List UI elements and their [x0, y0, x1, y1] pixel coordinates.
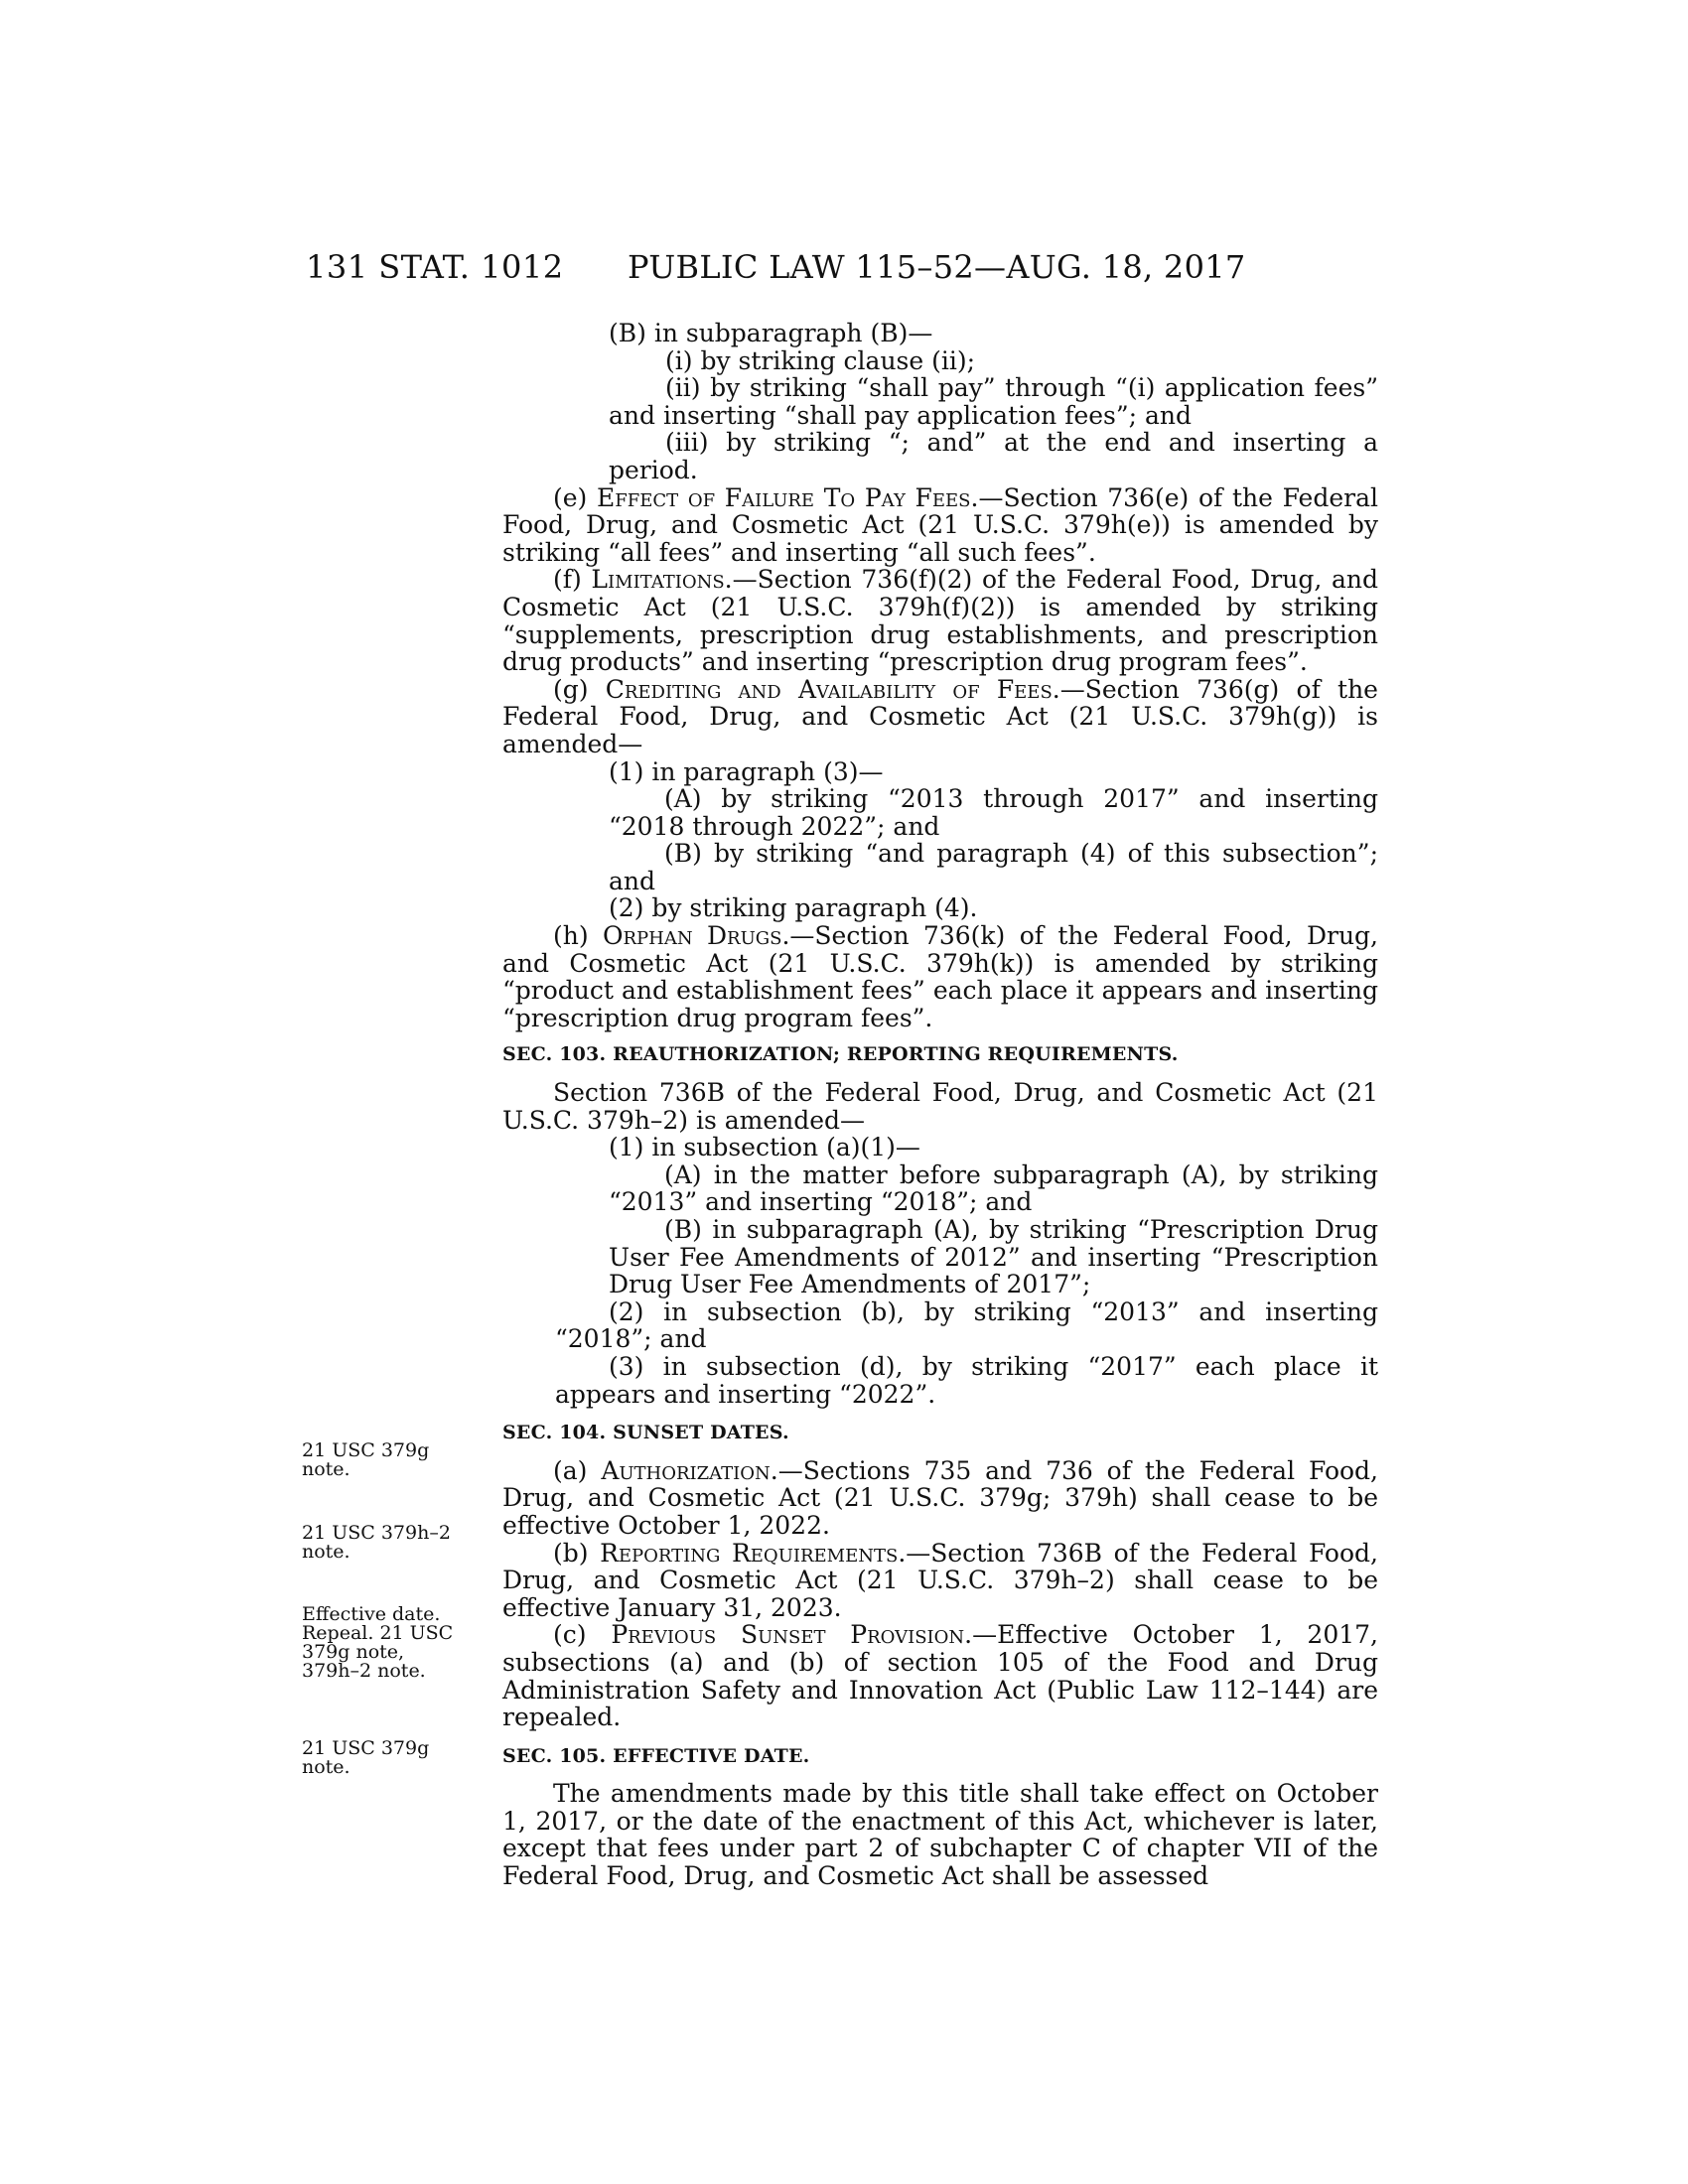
clause-b-i: (i) by striking clause (ii); — [665, 345, 976, 375]
section-104-a-heading: Authorization. — [601, 1455, 778, 1485]
section-105-text: The amendments made by this title shall take effect on October 1, 2017, or the date of the enactment of this Act, whichever is later, except that fees under part 2 of subchapter C of chapter VII of the Federal Food, Drug, and Cosmetic Act shall be assessed — [502, 1779, 1378, 1891]
section-104-c — [502, 1621, 1378, 1730]
section-104-b-label: (b) — [553, 1538, 589, 1568]
document-body — [502, 320, 1378, 1890]
subsection-g — [502, 676, 1378, 758]
section-103-paragraph-1a: (A) in the matter before subparagraph (A), by striking “2013” and inserting “2018”; and — [609, 1160, 1378, 1217]
subsection-e-label: (e) — [553, 482, 588, 512]
section-103-paragraph-1: (1) in subsection (a)(1)— — [609, 1133, 920, 1162]
section-103-paragraph-1b: (B) in subparagraph (A), by striking “Prescription Drug User Fee Amendments of 2012” and inserting “Prescription Drug User Fee Amendments of 2017”; — [609, 1215, 1378, 1299]
subsection-f-heading: Limitations. — [591, 565, 733, 595]
section-104-a — [502, 1457, 1378, 1540]
margin-note-1: 21 USC 379g note. — [302, 1439, 430, 1480]
section-104-c-heading: Previous Sunset Provision. — [611, 1620, 973, 1650]
subsection-g-text: —Section 736(g) of the Federal Food, Drug, and Cosmetic Act (21 U.S.C. 379h(g)) is amended— — [502, 674, 1378, 758]
subsection-e-heading: Effect of Failure To Pay Fees. — [597, 482, 979, 512]
section-104-b-heading: Reporting Requirements. — [600, 1538, 907, 1568]
section-103-paragraph-2: (2) in subsection (b), by striking “2013” and inserting “2018”; and — [555, 1297, 1378, 1354]
section-104-b — [502, 1540, 1378, 1622]
section-104-a-text: —Sections 735 and 736 of the Federal Food, Drug, and Cosmetic Act (21 U.S.C. 379g; 379h) shall cease to be effective October 1, 2022. — [502, 1455, 1378, 1540]
subsection-f-label: (f) — [553, 565, 582, 595]
section-104-b-text: —Section 736B of the Federal Food, Drug, and Cosmetic Act (21 U.S.C. 379h–2) shall cease to be effective January 31, 2023. — [502, 1538, 1378, 1622]
page-header — [0, 248, 1688, 288]
subsection-g-heading: Crediting and Availability of Fees. — [605, 674, 1060, 704]
subsection-e-text: —Section 736(e) of the Federal Food, Drug, and Cosmetic Act (21 U.S.C. 379h(e)) is amended by striking “all fees” and inserting “all such fees”. — [502, 482, 1378, 567]
subsection-h — [502, 922, 1378, 1031]
subsection-h-label: (h) — [553, 921, 589, 951]
subsection-e — [502, 484, 1378, 567]
public-law-title: PUBLIC LAW 115–52—AUG. 18, 2017 — [628, 248, 1246, 286]
clause-b-subparagraph: (B) in subparagraph (B)— — [609, 319, 933, 347]
subsection-h-heading: Orphan Drugs. — [603, 921, 790, 951]
subsection-f — [502, 566, 1378, 675]
clause-b-iii: (iii) by striking “; and” at the end and inserting a period. — [609, 428, 1378, 484]
section-103-intro: Section 736B of the Federal Food, Drug, and Cosmetic Act (21 U.S.C. 379h–2) is amended— — [502, 1078, 1378, 1135]
subsection-g-paragraph-2: (2) by striking paragraph (4). — [609, 893, 978, 923]
section-104-c-label: (c) — [553, 1620, 587, 1650]
section-104-heading: SEC. 104. SUNSET DATES. — [502, 1422, 789, 1444]
margin-note-3: Effective date. Repeal. 21 USC 379g note, 379h–2 note. — [302, 1603, 454, 1682]
subsection-g-paragraph-1a: (A) by striking “2013 through 2017” and inserting “2018 through 2022”; and — [609, 784, 1378, 841]
margin-note-4: 21 USC 379g note. — [302, 1737, 430, 1778]
section-103-heading: SEC. 103. REAUTHORIZATION; REPORTING REQUIREMENTS. — [502, 1043, 1179, 1066]
section-103-paragraph-3: (3) in subsection (d), by striking “2017” each place it appears and inserting “2022”. — [555, 1351, 1378, 1409]
section-104-c-text: —Effective October 1, 2017, subsections (a) and (b) of section 105 of the Food and Drug Administration Safety and Innovation Act (Public Law 112–144) are repealed. — [502, 1620, 1378, 1732]
subsection-h-text: —Section 736(k) of the Federal Food, Drug, and Cosmetic Act (21 U.S.C. 379h(k)) is amended by striking “product and establishment fees” each place it appears and inserting “prescription drug program fees”. — [502, 921, 1378, 1032]
clause-b-ii: (ii) by striking “shall pay” through “(i) application fees” and inserting “shall pay application fees”; and — [609, 373, 1378, 430]
subsection-g-label: (g) — [553, 674, 589, 704]
section-105-heading: SEC. 105. EFFECTIVE DATE. — [502, 1744, 810, 1767]
subsection-g-paragraph-1: (1) in paragraph (3)— — [609, 756, 884, 786]
section-104-a-label: (a) — [553, 1455, 588, 1485]
statute-citation: 131 STAT. 1012 — [306, 248, 564, 286]
margin-note-2: 21 USC 379h–2 note. — [302, 1522, 451, 1563]
subsection-f-text: —Section 736(f)(2) of the Federal Food, Drug, and Cosmetic Act (21 U.S.C. 379h(f)(2)) is amended by striking “supplements, prescription drug establishments, and prescription drug products” and inserting “prescription drug program fees”. — [502, 565, 1378, 677]
subsection-g-paragraph-1b: (B) by striking “and paragraph (4) of this subsection”; and — [609, 839, 1378, 895]
